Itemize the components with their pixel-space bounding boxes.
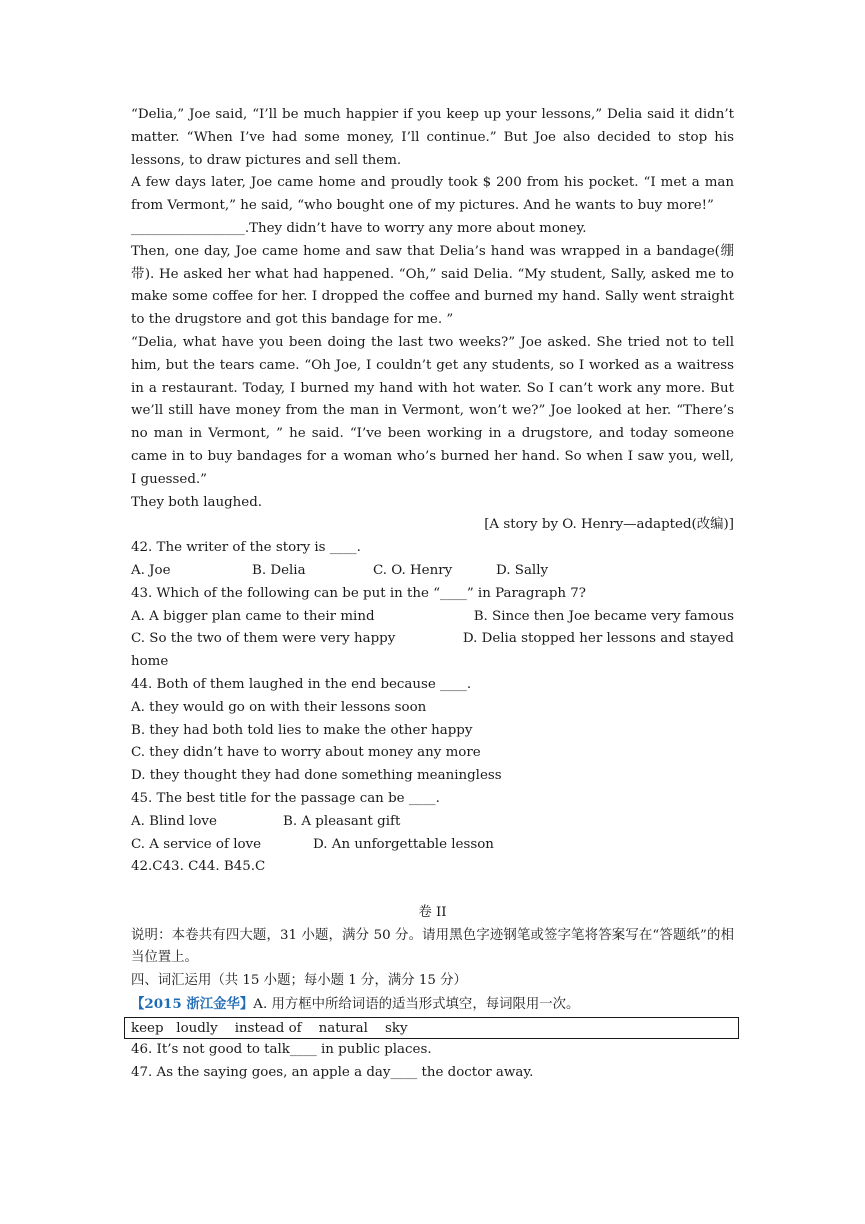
story-paragraph-1: “Delia,” Joe said, “I’ll be much happier if you keep up your lessons,” Delia said it didn’t matter. “When I’ve had some money, I’ll continue.” But Joe also decided to stop his lessons, to draw pictures and sell them. — [131, 107, 734, 168]
option-c: C. A service of love — [131, 836, 262, 852]
option-a: A. A bigger plan came to their mind — [131, 608, 375, 624]
option-b: B. Since then Joe became very famous — [473, 608, 734, 624]
question-45-options-ab — [131, 811, 734, 834]
spacer — [131, 879, 734, 902]
story-paragraph-6: They both laughed. — [131, 494, 263, 510]
option-b: B. A pleasant gift — [283, 813, 401, 829]
task-line — [131, 993, 734, 1017]
task-instruction: A. 用方框中所给词语的适当形式填空，每词限用一次。 — [253, 997, 580, 1013]
option-c: C. they didn’t have to worry about money any more — [131, 745, 481, 761]
option-a: A. they would go on with their lessons soon — [131, 699, 427, 715]
option-b: B. Delia — [252, 562, 306, 578]
option-d: D. An unforgettable lesson — [313, 836, 494, 852]
part-2-instructions: 说明：本卷共有四大题，31 小题，满分 50 分。请用黑色字迹钢笔或签字笔将答案写在“答题纸”的相当位置上。 — [131, 927, 734, 966]
story-paragraph-4: Then, one day, Joe came home and saw that Delia’s hand was wrapped in a bandage(绷带). He asked her what had happened. “Oh,” said Delia. “My student, Sally, asked me to make some coffee for her. I dropped the coffee and burned my hand. Sally went straight to the drugstore and got this bandage for me. ” — [131, 243, 734, 328]
option-d: D. Delia stopped her lessons and stayed — [462, 631, 734, 647]
question-43-stem: 43. Which of the following can be put in the “____” in Paragraph 7? — [131, 585, 586, 601]
question-43-options-cd — [131, 628, 734, 651]
option-a: A. Blind love — [131, 813, 217, 829]
question-46: 46. It’s not good to talk____ in public places. — [131, 1041, 432, 1057]
source-tag: 【2015 浙江金华】 — [131, 996, 254, 1013]
answer-key: 42.C43. C44. B45.C — [131, 859, 266, 875]
story-paragraph-5: “Delia, what have you been doing the last two weeks?” Joe asked. She tried not to tell him, but the tears came. “Oh Joe, I couldn’t get any students, so I worked as a waitress in a restaurant. Today, I burned my hand with hot water. So I can’t work any more. But we’ll still have money from the man in Vermont, won’t we?” Joe looked at her. “There’s no man in Vermont, ” he said. “I’ve been working in a drugstore, and today someone came in to buy bandages for a woman who’s burned her hand. So when I saw you, well, I guessed.” — [131, 334, 734, 487]
section-heading: 四、词汇运用（共 15 小题；每小题 1 分，满分 15 分） — [131, 973, 467, 989]
option-d-continuation: home — [131, 654, 169, 670]
option-a: A. Joe — [131, 562, 171, 578]
word-box: keep loudly instead of natural sky — [124, 1017, 739, 1039]
question-42-options — [131, 560, 734, 583]
story-paragraph-2: A few days later, Joe came home and proudly took $ 200 from his pocket. “I met a man from Vermont,” he said, “who bought one of my pictures. And he wants to buy more!” — [131, 175, 734, 214]
question-47: 47. As the saying goes, an apple a day____ the doctor away. — [131, 1064, 534, 1080]
document-page — [131, 104, 734, 1084]
option-d: D. they thought they had done something meaningless — [131, 768, 502, 784]
option-c: C. So the two of them were very happy — [131, 631, 396, 647]
story-source: [A story by O. Henry—adapted(改编)] — [484, 517, 734, 533]
option-c: C. O. Henry — [373, 562, 453, 578]
part-2-title: 卷 II — [418, 904, 447, 920]
story-paragraph-3-blank: _________________.They didn’t have to worry any more about money. — [131, 220, 587, 236]
option-d: D. Sally — [496, 562, 549, 578]
question-42-stem: 42. The writer of the story is ____. — [131, 540, 361, 556]
question-43-options-ab — [131, 606, 734, 629]
question-45-options-cd — [131, 834, 734, 857]
question-44-stem: 44. Both of them laughed in the end because ____. — [131, 676, 472, 692]
option-b: B. they had both told lies to make the other happy — [131, 722, 473, 738]
question-45-stem: 45. The best title for the passage can be ____. — [131, 790, 440, 806]
